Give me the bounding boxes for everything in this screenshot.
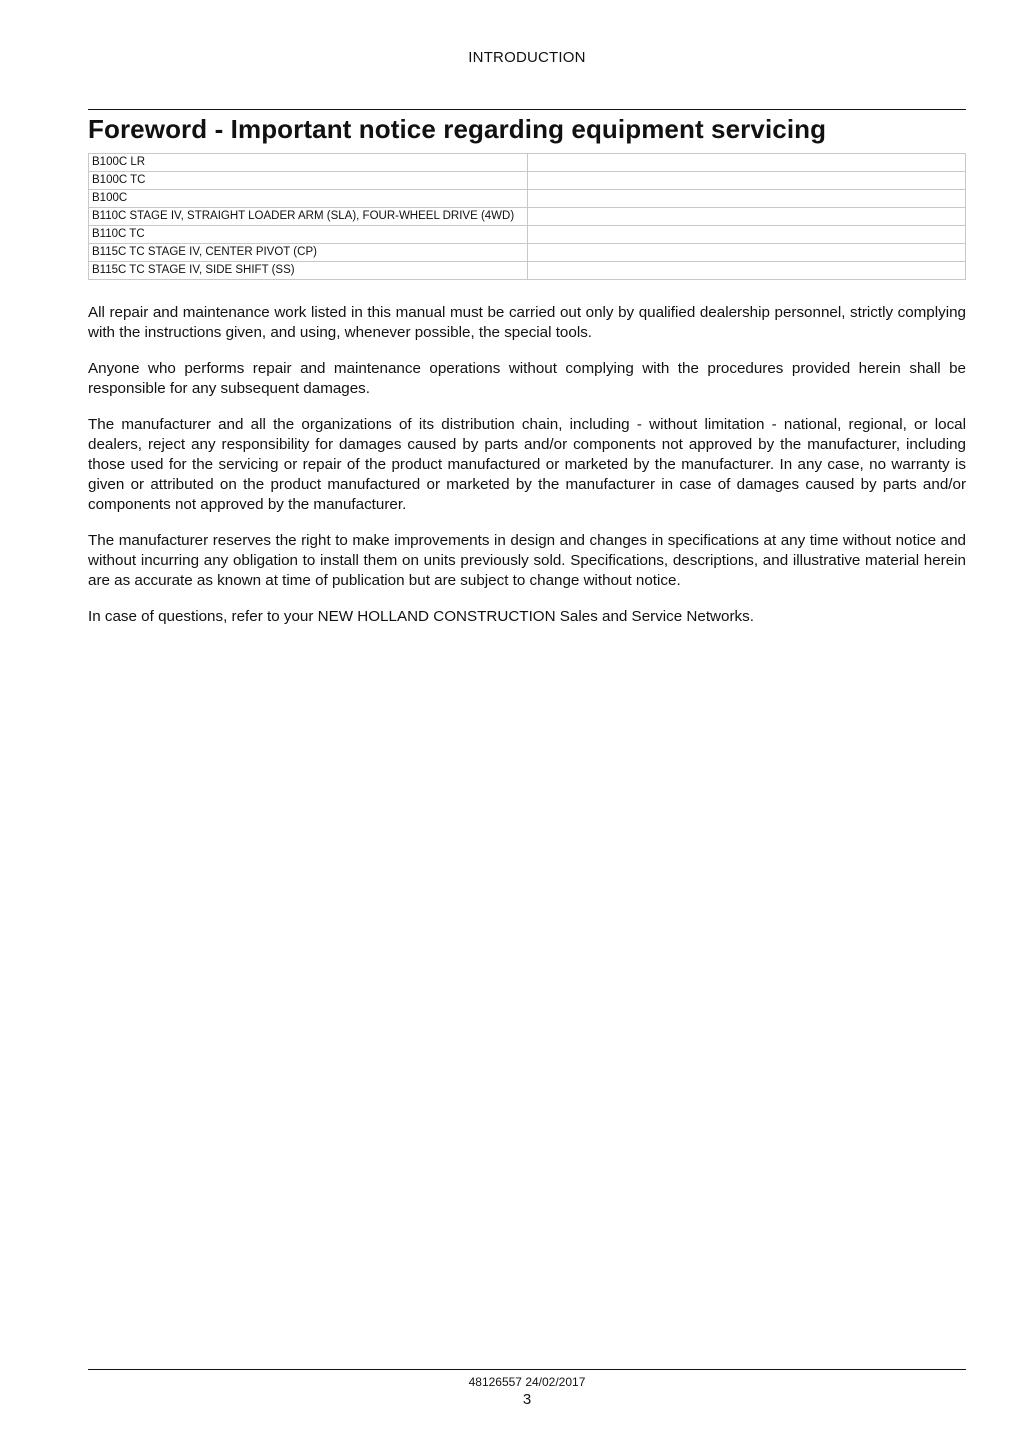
table-row	[89, 226, 966, 244]
page-title: Foreword - Important notice regarding equipment servicing	[88, 114, 827, 144]
model-cell: B115C TC STAGE IV, SIDE SHIFT (SS)	[89, 262, 528, 280]
section-header: INTRODUCTION	[468, 49, 586, 66]
paragraph-liability-disclaimer: The manufacturer and all the organizations of its distribution chain, including - without limitation - national, regional, or local dealers, reject any responsibility for damages caused by parts and/or components not approved by the manufacturer, including those used for the servicing or repair of the product manufactured or marketed by the manufacturer. In any case, no warranty is given or attributed on the product manufactured or marketed by the manufacturer in case of damages caused by parts and/or components not approved by the manufacturer.	[88, 416, 966, 513]
footer-divider	[88, 1369, 966, 1370]
foreword-body	[88, 303, 966, 643]
model-cell-empty	[528, 262, 966, 280]
paragraph-contact: In case of questions, refer to your NEW HOLLAND CONSTRUCTION Sales and Service Networks.	[88, 608, 754, 625]
table-row	[89, 208, 966, 226]
model-cell: B110C STAGE IV, STRAIGHT LOADER ARM (SLA), FOUR-WHEEL DRIVE (4WD)	[89, 208, 528, 226]
model-cell-empty	[528, 226, 966, 244]
model-applicability-table	[88, 153, 966, 280]
table-row	[89, 172, 966, 190]
model-cell: B100C TC	[89, 172, 528, 190]
paragraph-responsibility: Anyone who performs repair and maintenance operations without complying with the procedures provided herein shall be responsible for any subsequent damages.	[88, 360, 966, 397]
title-divider	[88, 109, 966, 110]
model-cell: B100C	[89, 190, 528, 208]
document-code: 48126557 24/02/2017	[468, 1375, 586, 1389]
table-row	[89, 154, 966, 172]
model-cell-empty	[528, 172, 966, 190]
page-number: 3	[522, 1391, 532, 1408]
model-cell-empty	[528, 244, 966, 262]
model-cell: B110C TC	[89, 226, 528, 244]
table-row	[89, 190, 966, 208]
table-row	[89, 244, 966, 262]
model-cell: B115C TC STAGE IV, CENTER PIVOT (CP)	[89, 244, 528, 262]
paragraph-qualified-personnel: All repair and maintenance work listed in this manual must be carried out only by qualified dealership personnel, strictly complying with the instructions given, and using, whenever possible, the special tools.	[88, 304, 966, 341]
model-cell-empty	[528, 190, 966, 208]
model-cell-empty	[528, 154, 966, 172]
model-cell: B100C LR	[89, 154, 528, 172]
paragraph-specification-changes: The manufacturer reserves the right to make improvements in design and changes in specifications at any time without notice and without incurring any obligation to install them on units previously sold. Specifications, descriptions, and illustrative material herein are as accurate as known at time of publication but are subject to change without notice.	[88, 532, 966, 589]
model-cell-empty	[528, 208, 966, 226]
table-row	[89, 262, 966, 280]
